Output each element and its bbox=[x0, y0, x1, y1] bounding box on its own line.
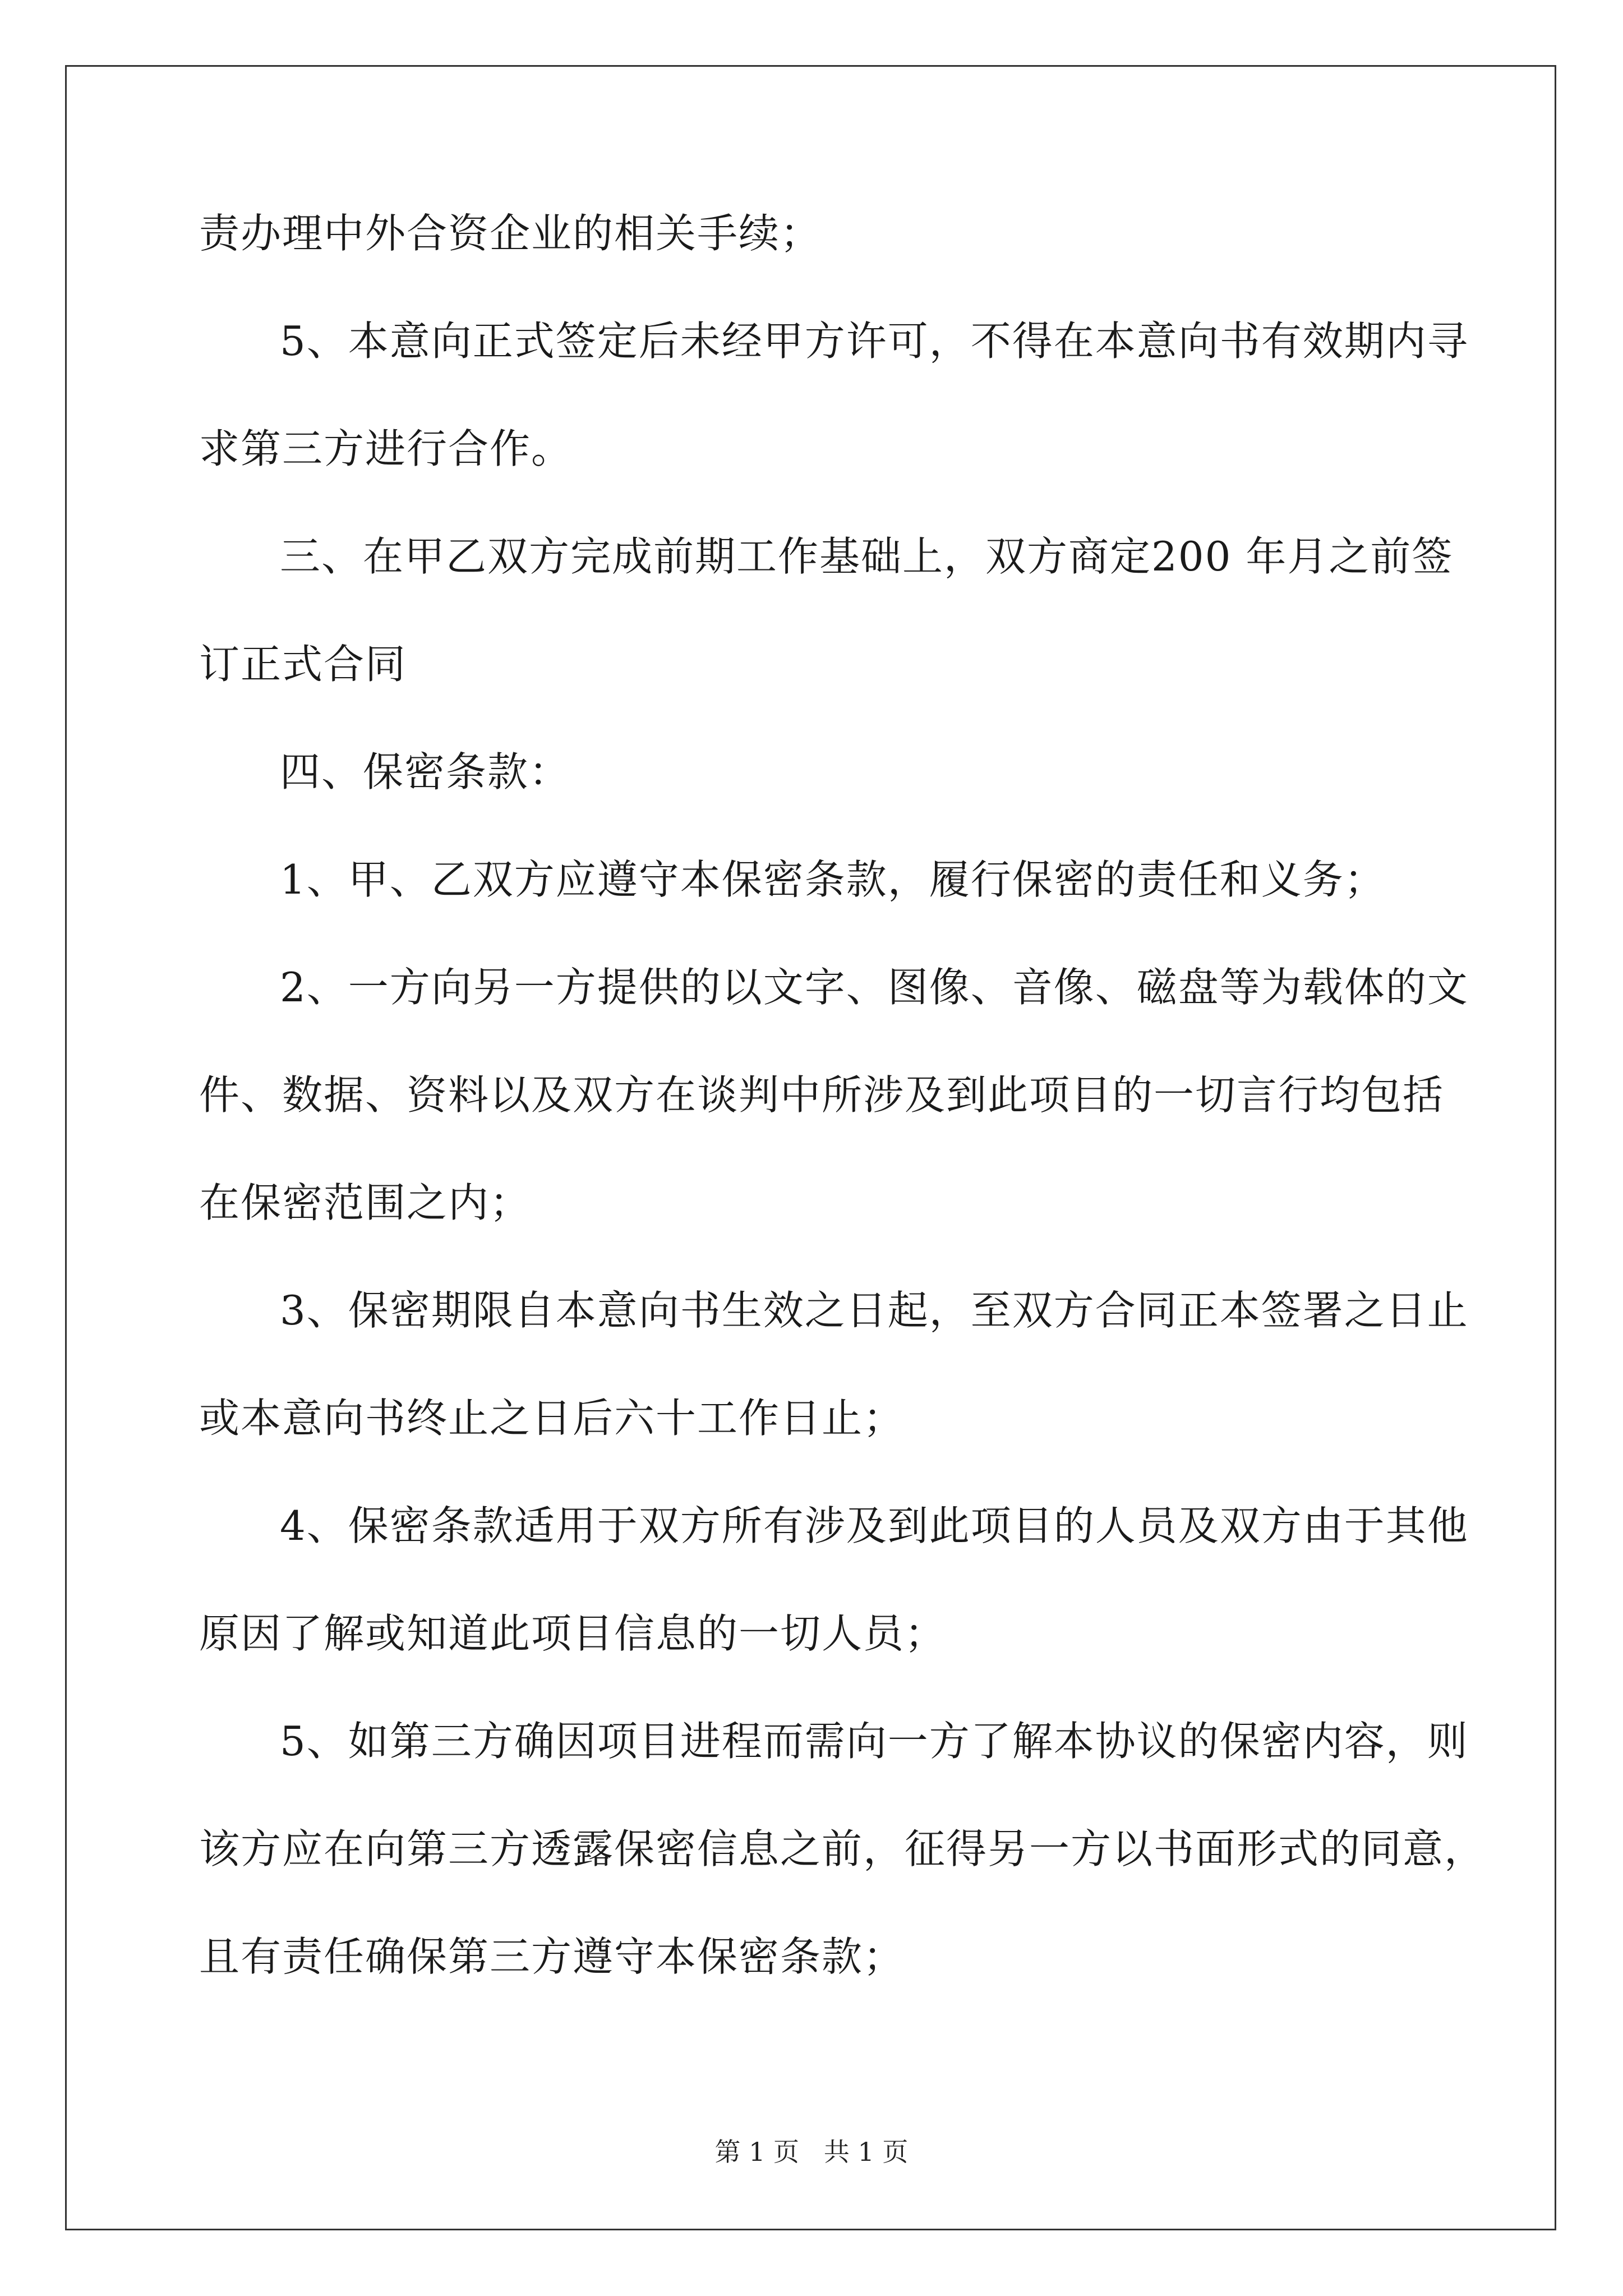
text-line-3: 求第三方进行合作。 bbox=[199, 425, 573, 472]
text-line-14: 原因了解或知道此项目信息的一切人员； bbox=[199, 1610, 947, 1657]
text-line-15: 5、如第三方确因项目进程而需向一方了解本协议的保密内容，则 bbox=[280, 1718, 1469, 1765]
page-border bbox=[65, 65, 1556, 2230]
text-line-10: 在保密范围之内； bbox=[199, 1179, 532, 1226]
text-line-2: 5、本意向正式签定后未经甲方许可，不得在本意向书有效期内寻 bbox=[280, 318, 1469, 365]
page-number-footer: 第 1 页 共 1 页 bbox=[714, 2137, 909, 2167]
text-line-11: 3、保密期限自本意向书生效之日起，至双方合同正本签署之日止 bbox=[280, 1287, 1469, 1334]
text-line-8: 2、一方向另一方提供的以文字、图像、音像、磁盘等为载体的文 bbox=[280, 964, 1469, 1011]
text-line-16: 该方应在向第三方透露保密信息之前，征得另一方以书面形式的同意， bbox=[199, 1825, 1486, 1872]
text-line-5: 订正式合同 bbox=[199, 641, 407, 688]
section-heading-confidentiality: 四、保密条款： bbox=[280, 748, 571, 795]
text-line-4: 三、在甲乙双方完成前期工作基础上，双方商定200 年月之前签 bbox=[280, 533, 1454, 580]
text-line-9: 件、数据、资料以及双方在谈判中所涉及到此项目的一切言行均包括 bbox=[199, 1071, 1445, 1119]
text-line-1: 责办理中外合资企业的相关手续； bbox=[199, 210, 822, 257]
text-line-13: 4、保密条款适用于双方所有涉及到此项目的人员及双方由于其他 bbox=[280, 1502, 1469, 1549]
text-line-12: 或本意向书终止之日后六十工作日止； bbox=[199, 1395, 905, 1442]
text-line-7: 1、甲、乙双方应遵守本保密条款，履行保密的责任和义务； bbox=[280, 856, 1386, 903]
text-line-17: 且有责任确保第三方遵守本保密条款； bbox=[199, 1933, 905, 1980]
